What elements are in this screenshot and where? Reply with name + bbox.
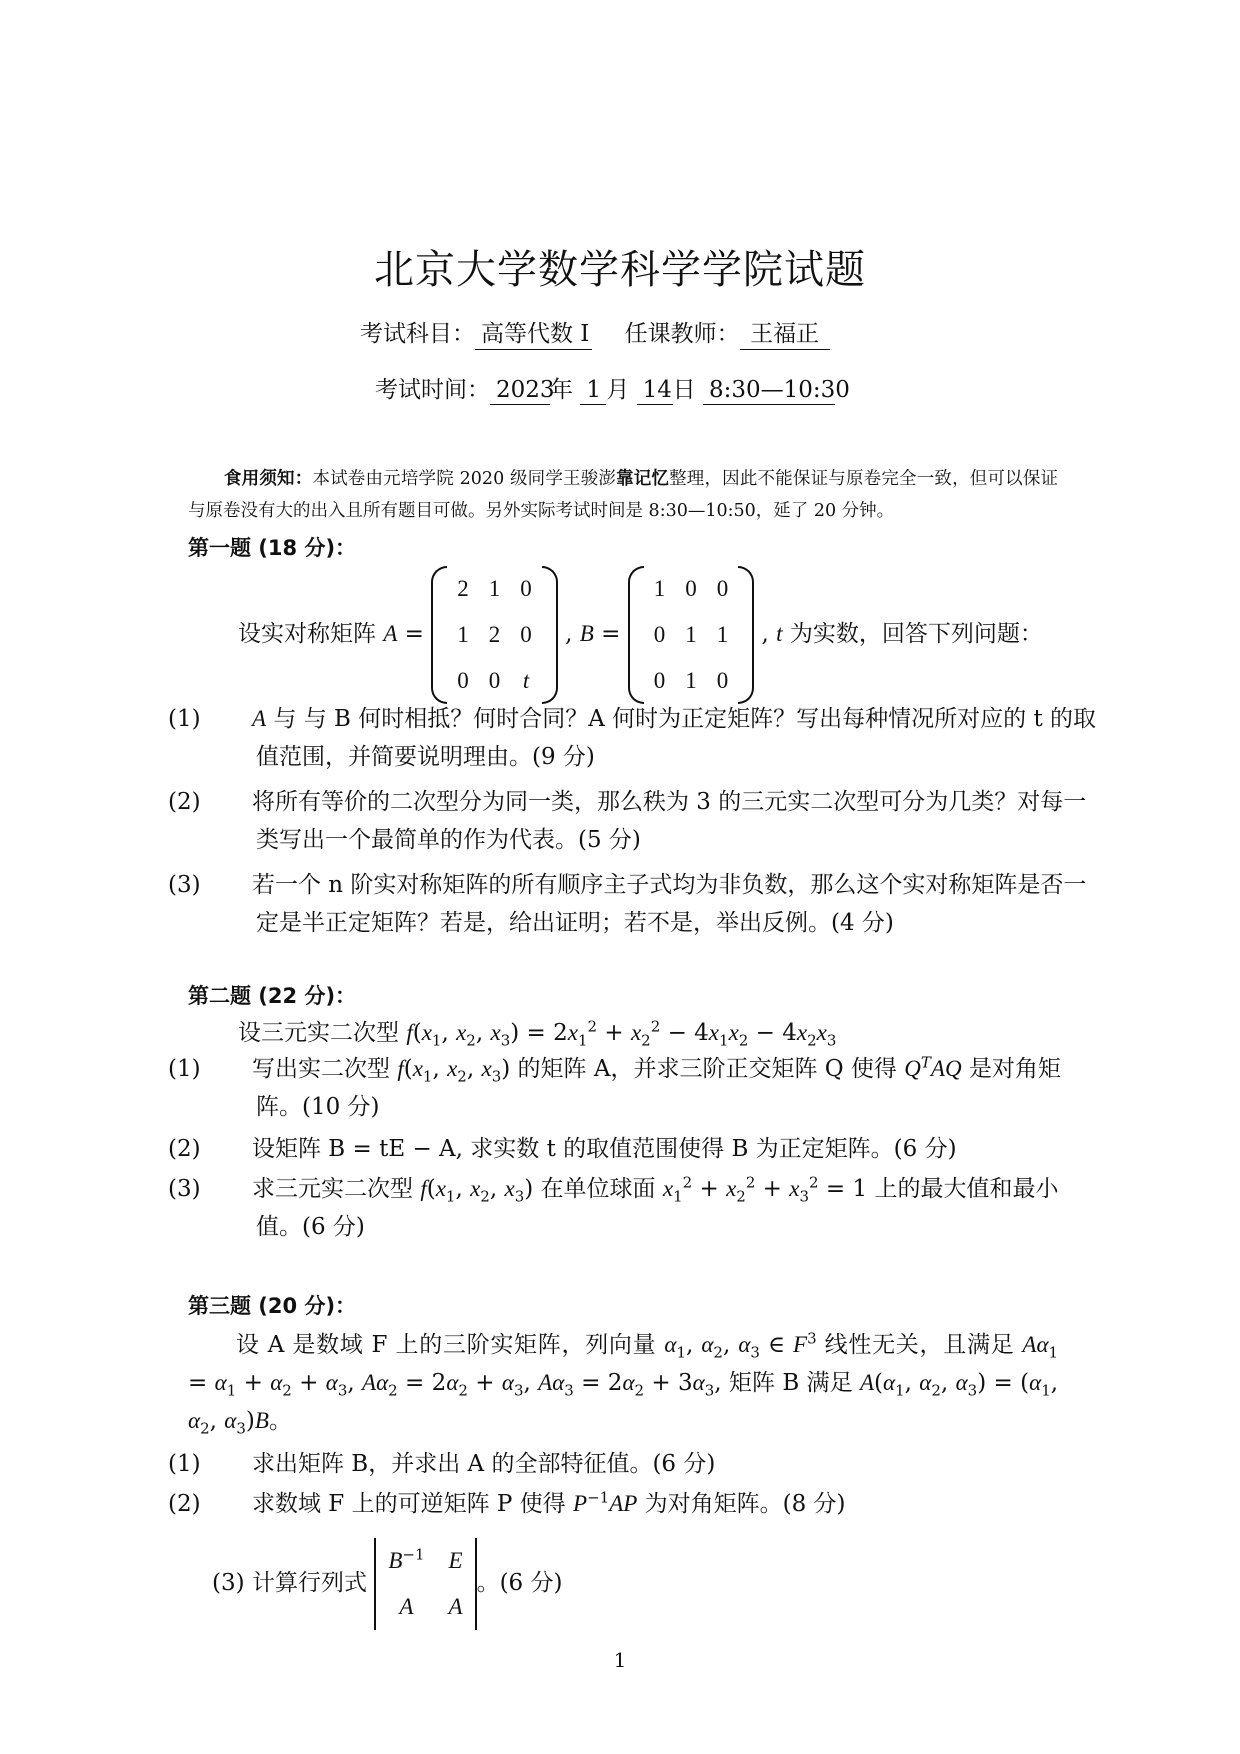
notice-highlight: 靠记忆: [616, 469, 670, 489]
q2-heading: 第二题 (22 分)：: [188, 984, 357, 1008]
teacher-value: 王福正: [740, 315, 830, 350]
teacher-label: 任课教师：: [624, 321, 740, 347]
q2-part-3: (3) 求三元实二次型 $f(x_1$, $x_2$, $x_3$) 在单位球面 $x_1^2 + x_2^2 + x_3^2 = 1$ 上的最大值和最小值。(6 分): [168, 1173, 1059, 1240]
subject-label: 考试科目：: [360, 321, 475, 347]
q3-part-1: (1) 求出矩阵 B，并求出 A 的全部特征值。(6 分): [168, 1451, 716, 1477]
q2-part-1: (1) 写出实二次型 $f(x_1$, $x_2$, $x_3$) 的矩阵 A，并求三阶正交矩阵 Q 使得 $Q^TAQ$ 是对角矩阵。(10 分): [168, 1053, 1061, 1120]
q1-part-1: (1) A 与 与 B 何时相抵？何时合同？A 何时为正定矩阵？写出每种情况所对应的 t 的取值范围，并简要说明理由。(9 分): [168, 706, 1096, 770]
exam-title: 北京大学数学科学学院试题: [374, 247, 866, 293]
notice-label: 食用须知：: [224, 469, 313, 489]
q3-intro: 设 A 是数域 F 上的三阶实矩阵，列向量 $\alpha_1$, $\alpha_2$, $\alpha_3$ ∈ $F^3$ 线性无关，且满足 $A\alpha_1 = \alpha_1 + \alpha_2 + \alpha_3$, $A\alpha_2 = 2\alpha_2 + \alpha_3$, $A\alpha_3 = 2\alpha_2 + 3\alpha_3$, 矩阵 B 满足 $A(\alpha_1$, $\alpha_2$, $\alpha_3) = (\alpha_1$, $\alpha_2$, $\alpha_3)B$。: [188, 1329, 1059, 1438]
matrix-b: 1 0 0 0 1 1 0 1 0: [628, 566, 755, 704]
q3-part-2: (2) 求数域 F 上的可逆矩阵 P 使得 $P^{-1}AP$ 为对角矩阵。(8 分): [168, 1488, 846, 1517]
exam-day: 14: [637, 377, 673, 405]
q2-intro: 设三元实二次型 $f(x_1$, $x_2$, $x_3) = 2x_1^2 + x_2^2 - 4x_1x_2 - 4x_2x_3$: [238, 1017, 837, 1050]
block-determinant: $B^{-1}$ E A A: [374, 1538, 476, 1630]
q2-part-2: (2) 设矩阵 B = tE − A, 求实数 t 的取值范围使得 B 为正定矩阵。(6 分): [168, 1136, 957, 1162]
q1-part-3: (3) 若一个 n 阶实对称矩阵的所有顺序主子式均为非负数，那么这个实对称矩阵是否一定是半正定矩阵？若是，给出证明；若不是，举出反例。(4 分): [168, 872, 1087, 936]
q1-heading: 第一题 (18 分)：: [188, 536, 357, 560]
exam-hours: 8:30—10:30: [703, 377, 835, 405]
exam-time-line: 考试时间： 2023年 1 月 14日 8:30—10:30: [375, 377, 850, 403]
exam-subject-line: [360, 315, 830, 350]
q1-intro: 设实对称矩阵 A = 2 1 0 1 2 0 0 0 t , B = 1 0 0 0 1 1 0 1 0 , t 为实数，回答下列问题：: [238, 566, 1043, 704]
subject-value: 高等代数 I: [475, 315, 592, 350]
page-number: 1: [613, 1648, 627, 1672]
q3-heading: 第三题 (20 分)：: [188, 1294, 357, 1318]
usage-notice: 食用须知：本试卷由元培学院 2020 级同学王骏澎靠记忆整理，因此不能保证与原卷完全一致，但可以保证与原卷没有大的出入且所有题目可做。另外实际考试时间是 8:30—10:50，延了 20 分钟。: [188, 469, 1059, 521]
q1-part-2: (2) 将所有等价的二次型分为同一类，那么秩为 3 的三元实二次型可分为几类？对每一类写出一个最简单的作为代表。(5 分): [168, 789, 1087, 853]
exam-month: 1: [580, 377, 606, 405]
q3-part-3: (3) 计算行列式 $B^{-1}$ E A A 。(6 分): [212, 1538, 1058, 1630]
time-label: 考试时间：: [375, 377, 490, 403]
matrix-a: 2 1 0 1 2 0 0 0 t: [431, 566, 558, 704]
exam-year: 2023: [490, 377, 550, 405]
